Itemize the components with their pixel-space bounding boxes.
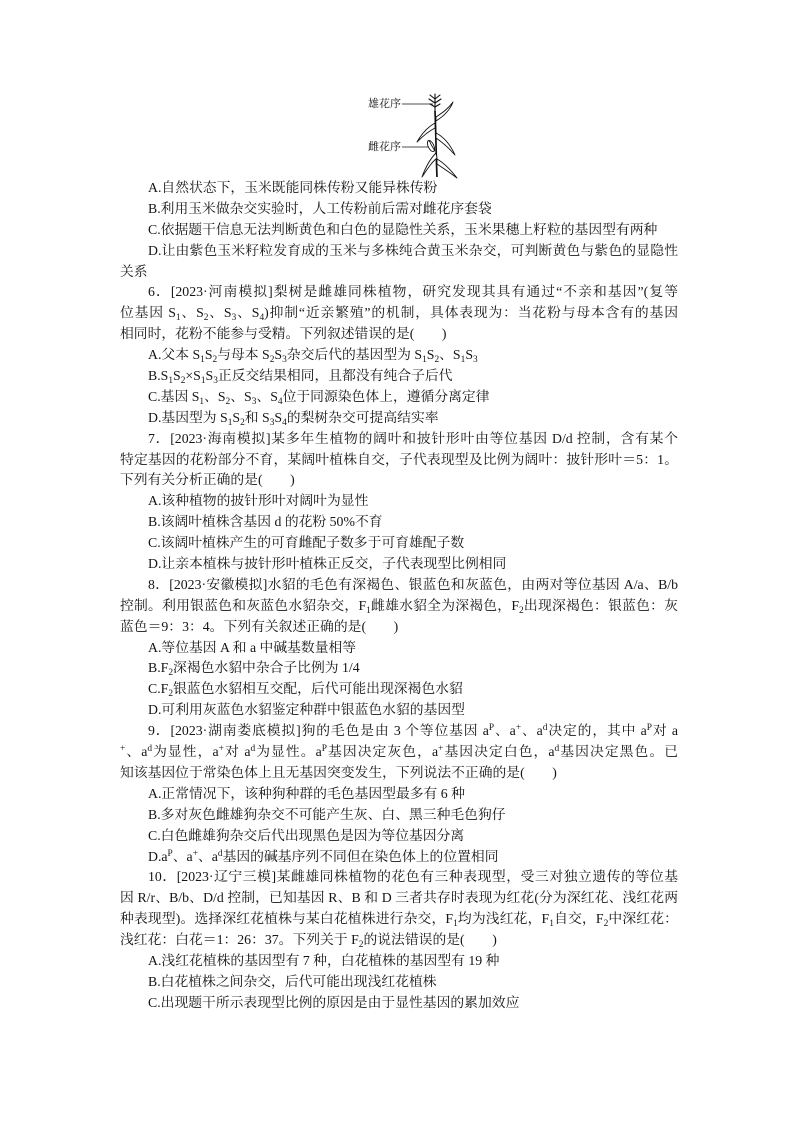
text-run: 的说法错误的是( ) <box>363 932 497 948</box>
subscript: 2 <box>358 940 364 951</box>
subscript: 4 <box>259 313 265 324</box>
superscript: d <box>554 744 560 755</box>
text-run: 为显性，a <box>152 744 219 760</box>
subscript: 2 <box>203 313 209 324</box>
text-line <box>120 721 678 742</box>
subscript: 1 <box>200 355 205 366</box>
text-run: 出现深褐色：银蓝色：灰 <box>523 597 678 613</box>
question-stem <box>120 429 678 492</box>
text-line <box>120 888 678 909</box>
text-run: 基因决定白色，a <box>443 744 555 760</box>
superscript: + <box>120 744 126 755</box>
text-line <box>120 826 678 847</box>
text-line <box>120 867 678 888</box>
text-run: 自交，F <box>553 911 604 927</box>
text-run: D.让亲本植株与披针形叶植株正反交，子代表现型比例相同 <box>148 556 507 572</box>
subscript: 1 <box>549 919 554 930</box>
text-run: S <box>232 409 241 425</box>
answer-option <box>120 408 678 429</box>
question-stem <box>120 867 678 951</box>
answer-option <box>120 700 678 721</box>
text-run: 对 a <box>652 723 679 739</box>
subscript: 1 <box>175 313 181 324</box>
text-line <box>120 512 678 533</box>
text-line <box>120 491 678 512</box>
text-line <box>120 533 678 554</box>
text-run: 、S <box>236 305 260 321</box>
text-run: 深褐色水貂中杂合子比例为 1/4 <box>173 660 360 676</box>
answer-option <box>120 387 678 408</box>
subscript: 2 <box>168 689 174 700</box>
text-run: 与母本 S <box>217 347 270 363</box>
superscript: P <box>488 723 495 734</box>
subscript: 2 <box>269 355 275 366</box>
subscript: 2 <box>168 668 174 679</box>
text-line <box>120 993 678 1014</box>
text-run: S <box>426 347 435 363</box>
text-run: 为显性。a <box>255 744 322 760</box>
text-run: 、S <box>256 388 278 404</box>
text-run: A.正常情况下，该种狗种群的毛色基因型最多有 6 种 <box>148 785 465 801</box>
subscript: 2 <box>519 605 524 616</box>
text-run: 、a <box>172 848 193 864</box>
answer-option <box>120 993 678 1014</box>
text-line <box>120 324 678 345</box>
answer-option <box>120 199 678 220</box>
text-run: 6．[2023·河南模拟]梨树是雌雄同株植物，研究发现其具有通过“不亲和基因”(复等 <box>148 284 678 300</box>
text-run: S <box>465 347 473 363</box>
superscript: d <box>147 744 153 755</box>
question-stem <box>120 575 678 638</box>
subscript: 2 <box>212 355 218 366</box>
leaf <box>417 123 435 142</box>
answer-option <box>120 366 678 387</box>
text-run: S <box>173 368 181 384</box>
text-run: ×S <box>185 368 201 384</box>
text-line <box>120 930 678 951</box>
subscript: 3 <box>473 355 478 366</box>
text-run: 正反交结果相同，且都没有纯合子后代 <box>217 368 453 384</box>
superscript: d <box>250 744 256 755</box>
superscript: P <box>646 723 653 734</box>
subscript: 1 <box>460 355 466 366</box>
text-run: S <box>204 347 213 363</box>
text-run: C.出现题干所示表现型比例的原因是由于显性基因的累加效应 <box>148 994 520 1010</box>
text-run: 蓝色＝9：3：4。下列有关叙述正确的是( ) <box>120 618 399 634</box>
answer-option <box>120 220 678 241</box>
subscript: 2 <box>434 355 440 366</box>
text-run: B.F <box>148 660 169 676</box>
text-run: 、S <box>204 388 226 404</box>
text-line <box>120 554 678 575</box>
text-run: 种表现型)。选择深红花植株与某白花植株进行杂交，F <box>120 911 454 927</box>
text-run: D.可利用灰蓝色水貂鉴定种群中银蓝色水貂的基因型 <box>148 702 465 718</box>
text-run: 知该基因位于常染色体上且无基因突变发生，下列说法不正确的是( ) <box>120 764 557 780</box>
text-run: )抑制“近亲繁殖”的机制，具体表现为：当花粉与母本含有的基因 <box>264 305 678 321</box>
text-run: 的梨树杂交可提高结实率 <box>286 409 439 425</box>
text-line <box>120 847 678 868</box>
text-line <box>120 220 678 241</box>
answer-option <box>120 491 678 512</box>
text-line <box>120 450 678 471</box>
superscript: P <box>167 848 173 859</box>
text-run: C.该阔叶植株产生的可育雌配子数多于可育雄配子数 <box>148 535 465 551</box>
leaf <box>437 159 457 178</box>
text-line <box>120 763 678 784</box>
text-run: 7．[2023·海南模拟]某多年生植物的阔叶和披针形叶由等位基因 D/d 控制，含有某个 <box>148 430 678 446</box>
text-line <box>120 951 678 972</box>
subscript: 4 <box>282 417 287 428</box>
subscript: 1 <box>227 417 233 428</box>
text-line <box>120 658 678 679</box>
corn-plant-figure <box>360 93 460 178</box>
superscript: d <box>542 723 548 734</box>
text-line <box>120 972 678 993</box>
leaf <box>436 133 455 155</box>
answer-option <box>120 658 678 679</box>
text-line <box>120 241 678 262</box>
text-run: 、a <box>521 723 543 739</box>
subscript: 1 <box>453 919 458 930</box>
subscript: 4 <box>277 396 283 407</box>
text-run: C.基因 S <box>148 388 200 404</box>
text-line <box>120 429 678 450</box>
question-stem <box>120 282 678 345</box>
text-run: 、S <box>230 388 252 404</box>
answer-option <box>120 178 678 199</box>
text-line <box>120 408 678 429</box>
question-stem <box>120 721 678 784</box>
subscript: 1 <box>199 396 205 407</box>
text-run: 杂交后代的基因型为 S <box>286 347 423 363</box>
text-line <box>120 199 678 220</box>
tassel <box>429 94 441 112</box>
text-run: 位基因 S <box>120 305 176 321</box>
text-run: 基因决定灰色，a <box>326 744 439 760</box>
text-run: B.白花植株之间杂交，后代可能出现浅红花植株 <box>148 973 437 989</box>
answer-option <box>120 554 678 575</box>
text-run: 特定基因的花粉部分不育，某阔叶植株自交，子代表现型及比例为阔叶：披针形叶＝5：1。 <box>120 451 678 467</box>
text-line <box>120 638 678 659</box>
text-line <box>120 262 678 283</box>
subscript: 3 <box>213 376 218 387</box>
text-run: B.多对灰色雌雄狗杂交不可能产生灰、白、黑三种毛色狗仔 <box>148 806 506 822</box>
text-run: 浅红花：白花＝1：26：37。下列关于 F <box>120 932 359 948</box>
text-line <box>120 387 678 408</box>
text-run: S <box>274 409 283 425</box>
text-line <box>120 784 678 805</box>
text-run: B.利用玉米做杂交实验时，人工传粉前后需对雌花序套袋 <box>148 200 492 216</box>
text-run: 决定的，其中 a <box>547 723 647 739</box>
text-run: 和 S <box>244 409 270 425</box>
text-line <box>120 575 678 596</box>
text-run: 、S <box>208 305 232 321</box>
superscript: + <box>192 848 198 859</box>
text-run: 、a <box>494 723 516 739</box>
text-run: 相同时，花粉不能参与受精。下列叙述错误的是( ) <box>120 326 447 342</box>
text-run: 银蓝色水貂相互交配，后代可能出现深褐色水貂 <box>173 681 463 697</box>
subscript: 1 <box>366 605 371 616</box>
answer-option <box>120 638 678 659</box>
subscript: 1 <box>422 355 427 366</box>
answer-option <box>120 533 678 554</box>
subscript: 2 <box>225 396 231 407</box>
superscript: + <box>438 744 444 755</box>
text-run: 基因的碱基序列不同但在染色体上的位置相同 <box>222 848 499 864</box>
subscript: 2 <box>180 376 186 387</box>
text-line <box>120 679 678 700</box>
text-line <box>120 303 678 324</box>
text-line <box>120 596 678 617</box>
answer-option <box>120 805 678 826</box>
text-run: C.F <box>148 681 169 697</box>
tassel-branch <box>435 95 440 99</box>
tassel-branch <box>429 99 435 103</box>
superscript: P <box>321 744 327 755</box>
text-run: 关系 <box>120 263 148 279</box>
text-run: 位于同源染色体上，遵循分离定律 <box>282 388 490 404</box>
text-run: 8．[2023·安徽模拟]水貂的毛色有深褐色、银蓝色和灰蓝色，由两对等位基因 A/a、B/b <box>148 576 678 592</box>
subscript: 2 <box>603 919 609 930</box>
text-line <box>120 617 678 638</box>
leaf <box>422 153 437 177</box>
text-run: C.依据题干信息无法判断黄色和白色的显隐性关系，玉米果穗上籽粒的基因型有两种 <box>148 221 658 237</box>
text-run: A.自然状态下，玉米既能同株传粉又能异株传粉 <box>148 180 438 195</box>
text-run: 中深红花： <box>608 911 678 927</box>
text-run: A.浅红花植株的基因型有 7 种，白花植株的基因型有 19 种 <box>148 952 500 968</box>
answer-option <box>120 679 678 700</box>
ear <box>426 139 436 152</box>
text-run: S <box>205 368 214 384</box>
answer-option <box>120 951 678 972</box>
answer-option <box>120 972 678 993</box>
text-run: B.该阔叶植株含基因 d 的花粉 50%不育 <box>148 514 383 530</box>
text-run: A.等位基因 A 和 a 中碱基数量相等 <box>148 639 357 655</box>
text-run: 9．[2023·湖南娄底模拟]狗的毛色是由 3 个等位基因 a <box>148 723 489 739</box>
tassel-branch <box>435 104 440 107</box>
text-run: 10．[2023·辽宁三模]某雌雄同株植物的花色有三种表现型，受三对独立遗传的等位基 <box>148 869 678 885</box>
text-line <box>120 700 678 721</box>
subscript: 3 <box>269 417 275 428</box>
text-line <box>120 470 678 491</box>
text-run: A.该种植物的披针形叶对阔叶为显性 <box>148 493 369 509</box>
answer-option <box>120 512 678 533</box>
subscript: 1 <box>200 376 206 387</box>
text-run: C.白色雌雄狗杂交后代出现黑色是因为等位基因分离 <box>148 827 465 843</box>
text-line <box>120 805 678 826</box>
superscript: d <box>217 848 223 859</box>
text-run: 雌雄水貂全为深褐色，F <box>370 597 519 613</box>
text-line <box>120 345 678 366</box>
text-line <box>120 282 678 303</box>
text-line <box>120 178 678 199</box>
text-run: S <box>274 347 283 363</box>
text-run: B.S <box>148 368 169 384</box>
text-run: A.父本 S <box>148 347 201 363</box>
text-run: 均为浅红花，F <box>457 911 550 927</box>
text-run: 、a <box>125 744 148 760</box>
text-run: D.基因型为 S <box>148 409 228 425</box>
tassel-branch <box>435 99 441 103</box>
answer-option <box>120 241 678 283</box>
question-text-body <box>120 178 678 1014</box>
text-line <box>120 909 678 930</box>
text-run: 下列有关分析正确的是( ) <box>120 472 295 488</box>
text-run: D.a <box>148 848 168 864</box>
text-run: 控制。利用银蓝色和灰蓝色水貂杂交，F <box>120 597 367 613</box>
text-run: D.让由紫色玉米籽粒发育成的玉米与多株纯合黄玉米杂交，可判断黄色与紫色的显隐性 <box>148 242 678 258</box>
text-run: 、S <box>439 347 461 363</box>
answer-option <box>120 847 678 868</box>
superscript: + <box>218 744 224 755</box>
answer-option <box>120 826 678 847</box>
text-run: 、a <box>197 848 218 864</box>
text-run: 因 R/r、B/b、D/d 控制，已知基因 R、B 和 D 三者共存时表现为红花(分为深红花、浅红花两 <box>120 890 678 906</box>
male-inflorescence-label: 雄花序 <box>368 98 401 110</box>
subscript: 1 <box>168 376 174 387</box>
text-run: 对 a <box>223 744 251 760</box>
subscript: 2 <box>240 417 245 428</box>
text-run: 基因决定黑色。已 <box>559 744 679 760</box>
superscript: + <box>515 723 522 734</box>
tassel-branch <box>430 104 435 107</box>
text-line <box>120 742 678 763</box>
text-line <box>120 366 678 387</box>
female-inflorescence-label: 雌花序 <box>368 141 401 153</box>
subscript: 3 <box>251 396 257 407</box>
subscript: 3 <box>231 313 237 324</box>
answer-option <box>120 784 678 805</box>
subscript: 3 <box>282 355 287 366</box>
text-run: 、S <box>180 305 204 321</box>
tassel-branch <box>430 95 435 99</box>
answer-option <box>120 345 678 366</box>
